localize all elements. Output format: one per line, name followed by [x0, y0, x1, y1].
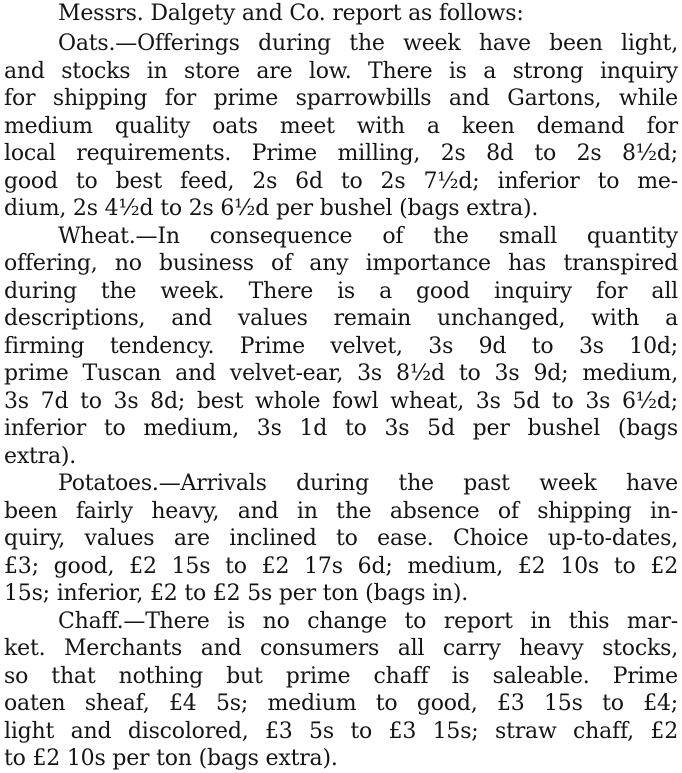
article-line: for shipping for prime sparrowbills and Gartons, while	[4, 86, 678, 111]
article-line: £3; good, £2 15s to £2 17s 6d; medium, £2 10s to £2	[4, 553, 678, 579]
article-line: 3s 7d to 3s 8d; best whole fowl wheat, 3s 5d to 3s 6½d;	[4, 388, 678, 414]
article-line: descriptions, and values remain unchanged, with a	[4, 306, 678, 331]
article-line: extra).	[4, 443, 77, 469]
article-line: Potatoes.—Arrivals during the past week have	[58, 471, 678, 496]
article-intro: Messrs. Dalgety and Co. report as follows:	[58, 1, 524, 26]
article-line: good to best feed, 2s 6d to 2s 7½d; inferior to me-	[4, 168, 678, 194]
article-line: inferior to medium, 3s 1d to 3s 5d per bushel (bags	[4, 416, 678, 441]
article-line: quiry, values are inclined to ease. Choice up-to-dates,	[4, 526, 678, 551]
article-line: light and discolored, £3 5s to £3 15s; straw chaff, £2	[4, 718, 678, 744]
article-line: been fairly heavy, and in the absence of shipping in-	[4, 498, 678, 524]
article-line: dium, 2s 4½d to 2s 6½d per bushel (bags extra).	[4, 196, 539, 221]
article-line: Chaff.—There is no change to report in this mar-	[58, 608, 678, 634]
article-line: local requirements. Prime milling, 2s 8d to 2s 8½d;	[4, 141, 678, 166]
article-line: oaten sheaf, £4 5s; medium to good, £3 15s to £4;	[4, 691, 678, 716]
article-line: Oats.—Offerings during the week have been light,	[58, 31, 678, 56]
article-line: ket. Merchants and consumers all carry heavy stocks,	[4, 636, 678, 661]
article-line: during the week. There is a good inquiry for all	[4, 278, 678, 304]
article-line: medium quality oats meet with a keen demand for	[4, 113, 678, 139]
article-line: so that nothing but prime chaff is saleable. Prime	[4, 663, 678, 689]
article-line: 15s; inferior, £2 to £2 5s per ton (bags in).	[4, 581, 469, 606]
article-line: offering, no business of any importance has transpired	[4, 251, 678, 276]
article-line: Wheat.—In consequence of the small quantity	[58, 223, 678, 249]
article-line: prime Tuscan and velvet-ear, 3s 8½d to 3s 9d; medium,	[4, 361, 678, 386]
article-line: firming tendency. Prime velvet, 3s 9d to 3s 10d;	[4, 333, 678, 359]
article-line: to £2 10s per ton (bags extra).	[4, 746, 338, 771]
article-line: and stocks in store are low. There is a strong inquiry	[4, 58, 678, 84]
